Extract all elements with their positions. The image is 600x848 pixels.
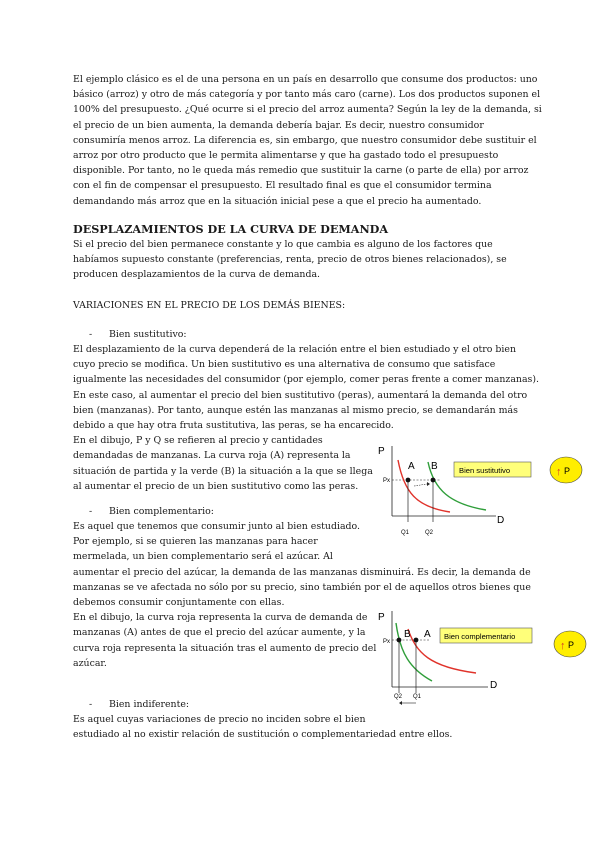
bullet-dash: - [89,699,93,710]
px-label: Px [383,639,391,645]
complement-line: En el dibujo, la curva roja representa la curva de demanda de [73,612,368,624]
complement-title: Bien complementario: [109,506,214,517]
substitute-title: Bien sustitutivo: [109,329,187,340]
indifferent-line: estudiado al no existir relación de sustitución o complementariedad entre ellos. [73,729,453,741]
intro-line: consumiría menos arroz. La diferencia es, sin embargo, que nuestro consumidor debe sustituir el [73,134,537,146]
complement-diagram [370,607,590,711]
shift-arrow [414,484,427,486]
substitute-line: bien (manzanas). Por tanto, aunque estén las manzanas al mismo precio, se demandarán más [73,404,518,416]
price-axis-label: P [378,446,385,457]
circle-p-label: P [564,466,571,476]
q2-label: Q2 [394,694,403,700]
complement-line: mermelada, un bien complementario será el azúcar. Al [73,551,333,563]
substitute-line: demandadas de manzanas. La curva roja (A) representa la [73,450,351,462]
complement-line: aumentar el precio del azúcar, la demanda de las manzanas disminuirá. Es decir, la demanda de [73,566,531,578]
point-b [431,478,436,483]
demand-label: D [490,680,498,691]
intro-line: disponible. Por tanto, no le queda más remedio que sustituir la carne (o parte de ella) por arroz [73,165,529,177]
complement-box-label: Bien complementario [444,632,516,641]
point-a [414,638,419,643]
q1-label: Q1 [413,694,422,700]
red-demand-curve [398,460,450,512]
complement-line: Es aquel que tenemos que consumir junto al bien estudiado. [73,521,361,532]
up-arrow-icon: ↑ [560,640,566,652]
complement-line: manzanas (A) antes de que el precio del azúcar aumente, y la [73,627,366,639]
curve-a-label: A [408,461,415,472]
complement-line: curva roja representa la situación tras el aumento de precio del [73,642,377,654]
indifferent-paragraph [73,712,452,742]
complement-line: debemos consumir conjuntamente con ellas. [73,597,285,609]
complement-line: azúcar. [73,657,107,669]
substitute-line: igualmente las necesidades del consumidor (por ejemplo, comer peras frente a comer manzanas). [73,374,539,386]
bullet-dash: - [89,506,93,517]
demand-label: D [497,515,505,526]
intro-paragraph [73,72,542,209]
complement-line: Por ejemplo, si se quieren las manzanas para hacer [73,536,318,548]
section-intro-line: producen desplazamientos de la curva de demanda. [73,269,321,281]
substitute-line: situación de partida y la verde (B) la situación a la que se llega [73,465,373,477]
indifferent-heading [89,697,189,712]
intro-line: arroz por otro producto que le permita alimentarse y que ha gastado todo el presupuesto [73,150,499,162]
indifferent-title: Bien indiferente: [109,699,190,710]
substitute-line: debido a que hay otra fruta sustitutiva, las peras, se ha encarecido. [73,420,394,432]
subsection-title: VARIACIONES EN EL PRECIO DE LOS DEMÁS BIENES: [73,300,346,311]
up-arrow-icon: ↑ [556,466,562,478]
substitute-line: al aumentar el precio de un bien sustitutivo como las peras. [73,480,359,492]
circle-p-label: P [568,640,575,650]
section-title: DESPLAZAMIENTOS DE LA CURVA DE DEMANDA [73,222,389,236]
substitute-line: En el dibujo, P y Q se refieren al precio y cantidades [73,435,323,447]
shift-arrow-head [399,701,402,705]
curve-a-label: A [424,629,431,640]
intro-line: demandando más arroz que en la situación inicial pese a que el precio ha aumentado. [73,195,482,207]
intro-line: el precio de un bien aumenta, la demanda debería bajar. Es decir, nuestro consumidor [73,119,484,131]
substitute-line: El desplazamiento de la curva dependerá de la relación entre el bien estudiado y el otro bien [73,344,517,355]
intro-line: 100% del presupuesto. ¿Qué ocurre si el precio del arroz aumenta? Según la ley de la demanda, si [73,104,542,116]
price-axis-label: P [378,612,385,623]
curve-b-label: B [431,461,438,472]
complement-heading [89,504,214,519]
curve-b-label: B [404,629,411,640]
substitute-box-label: Bien sustitutivo [459,466,511,475]
px-label: Px [383,478,391,484]
substitute-line: En este caso, al aumentar el precio del bien sustitutivo (peras), aumentará la demanda del otro [73,389,528,401]
shift-arrow-head [427,482,430,486]
substitute-heading [89,327,187,342]
point-a [406,478,411,483]
point-b [397,638,402,643]
intro-line: El ejemplo clásico es el de una persona en un país en desarrollo que consume dos productos: uno [73,74,538,85]
q2-label: Q2 [425,530,434,536]
intro-line: básico (arroz) y otro de más categoría y por tanto más caro (carne). Los dos productos suponen el [73,89,541,101]
q1-label: Q1 [401,530,410,536]
section-intro-line: habíamos supuesto constante (preferencias, renta, precio de otros bienes relacionados), se [73,254,507,266]
bullet-dash: - [89,329,93,340]
substitute-line: cuyo precio se modifica. Un bien sustitutivo es una alternativa de consumo que satisface [73,359,496,371]
indifferent-line: Es aquel cuyas variaciones de precio no inciden sobre el bien [73,714,366,725]
intro-line: con el fin de compensar el presupuesto. El resultado final es que el consumidor termina [73,180,492,192]
section-intro-line: Si el precio del bien permanece constante y lo que cambia es alguno de los factores que [73,239,493,250]
section-intro [73,237,507,283]
complement-line: manzanas se ve afectada no sólo por su precio, sino también por el de aquellos otros bienes que [73,581,531,593]
